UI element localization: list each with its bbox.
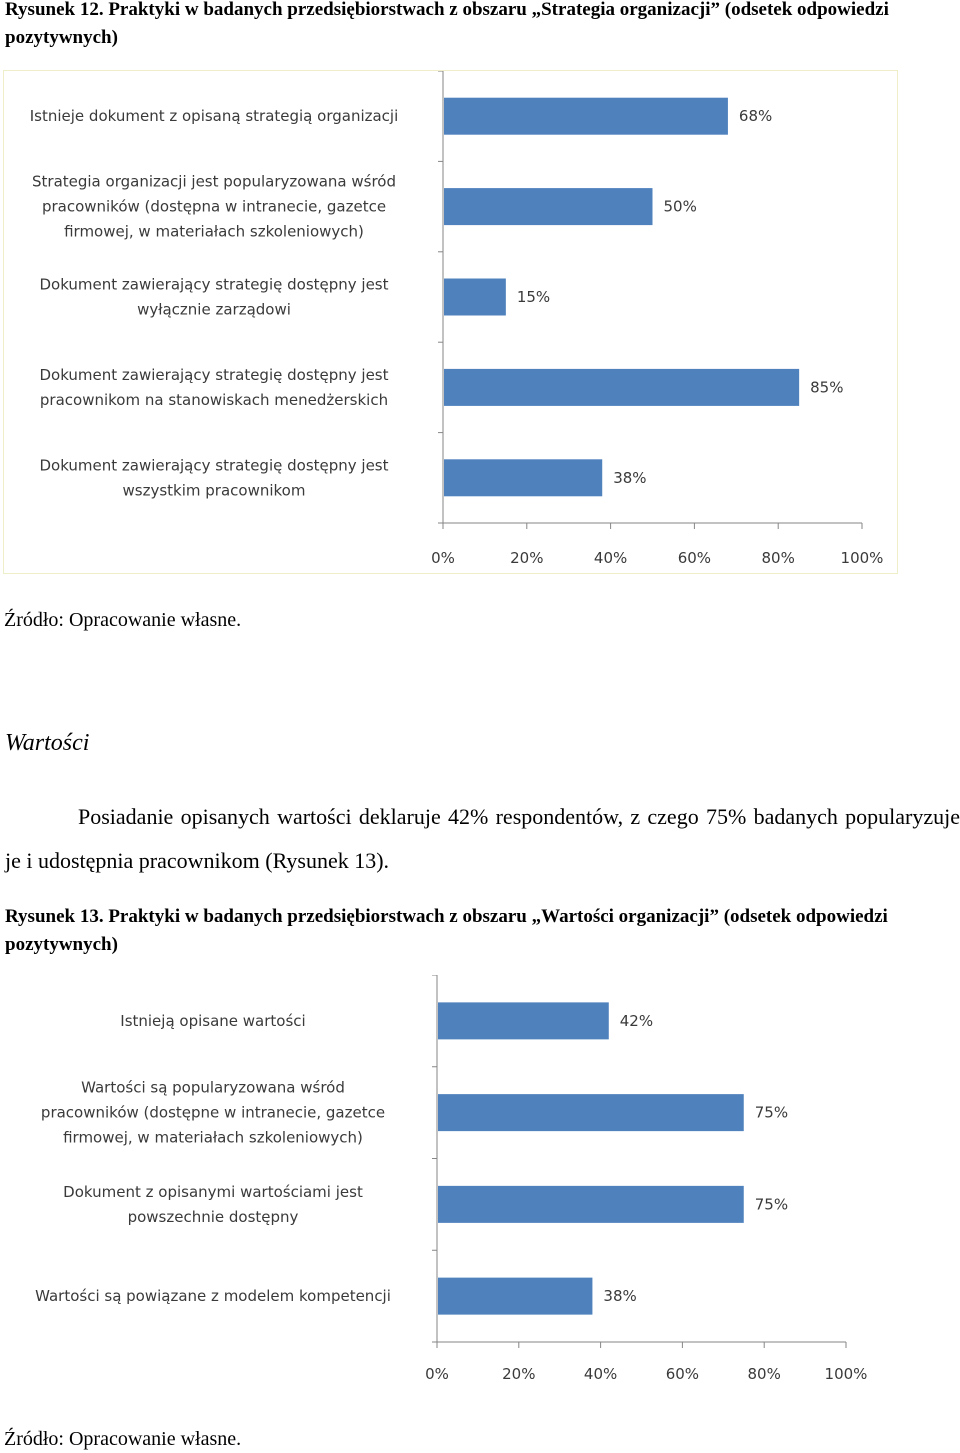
category-label: Dokument zawierający strategię dostępny jest wszystkim pracownikom (39, 456, 389, 500)
x-tick-label: 100% (824, 1365, 868, 1383)
data-label: 42% (619, 1011, 654, 1030)
chart-figure-13 (3, 975, 896, 1395)
category-label: Istnieje dokument z opisaną strategią organizacji (29, 107, 399, 126)
chart-figure-12 (3, 70, 898, 574)
category-label: Wartości są powiązane z modelem kompetencji (35, 1287, 391, 1306)
data-label: 85% (810, 378, 844, 397)
figure-13-source: Źródło: Opracowanie własne. (4, 1428, 242, 1450)
figure-13-caption: Rysunek 13. Praktyki w badanych przedsiębiorstwach z obszaru „Wartości organizacji” (odsetek odpowiedzi pozytywnych) (5, 906, 888, 955)
x-tick-label: 60% (665, 1365, 700, 1383)
bar (438, 1278, 592, 1315)
x-tick-label: 0% (431, 549, 455, 567)
bar (444, 279, 506, 316)
strategy-bar-chart (4, 71, 897, 573)
data-label: 38% (603, 1287, 637, 1306)
section-paragraph: Posiadanie opisanych wartości deklaruje 42% respondentów, z czego 75% badanych popularyzuje je i udostępnia pracownikom (Rysunek 13). (5, 804, 960, 873)
data-label: 15% (516, 288, 551, 306)
category-label: Wartości są popularyzowana wśród pracowników (dostępne w intranecie, gazetce firmowej, w materiałach szkoleniowych) (40, 1078, 386, 1147)
category-label: Strategia organizacji jest popularyzowana wśród pracowników (dostępna w intranecie, gazetce firmowej, w materiałach szkoleniowych) (32, 172, 396, 241)
x-tick-label: 20% (502, 1365, 536, 1383)
x-tick-label: 60% (677, 549, 712, 567)
bar (444, 98, 728, 135)
figure-12-caption: Rysunek 12. Praktyki w badanych przedsiębiorstwach z obszaru „Strategia organizacji” (odsetek odpowiedzi pozytywnych) (5, 0, 889, 48)
bar (444, 369, 799, 406)
category-label: Dokument zawierający strategię dostępny jest wyłącznie zarządowi (39, 275, 389, 319)
data-label: 68% (738, 107, 773, 126)
x-tick-label: 80% (747, 1365, 781, 1383)
bar (438, 1094, 744, 1131)
bar (444, 188, 653, 225)
category-label: Dokument zawierający strategię dostępny jest pracownikom na stanowiskach menedżerskich (39, 365, 389, 409)
x-tick-label: 0% (425, 1365, 449, 1383)
bar (438, 1186, 744, 1223)
data-label: 75% (754, 1103, 789, 1122)
x-tick-label: 40% (583, 1365, 618, 1383)
figure-12-source: Źródło: Opracowanie własne. (4, 609, 242, 631)
section-heading-values: Wartości (5, 730, 90, 756)
bar (438, 1002, 609, 1039)
data-label: 50% (663, 197, 697, 216)
bar (444, 459, 602, 496)
values-bar-chart (3, 975, 896, 1395)
category-label: Istnieją opisane wartości (120, 1011, 306, 1030)
x-tick-label: 80% (761, 549, 795, 567)
x-tick-label: 40% (593, 549, 628, 567)
data-label: 75% (754, 1195, 789, 1214)
x-tick-label: 100% (840, 549, 884, 567)
data-label: 38% (613, 468, 647, 487)
x-tick-label: 20% (510, 549, 544, 567)
category-label: Dokument z opisanymi wartościami jest powszechnie dostępny (63, 1182, 363, 1226)
